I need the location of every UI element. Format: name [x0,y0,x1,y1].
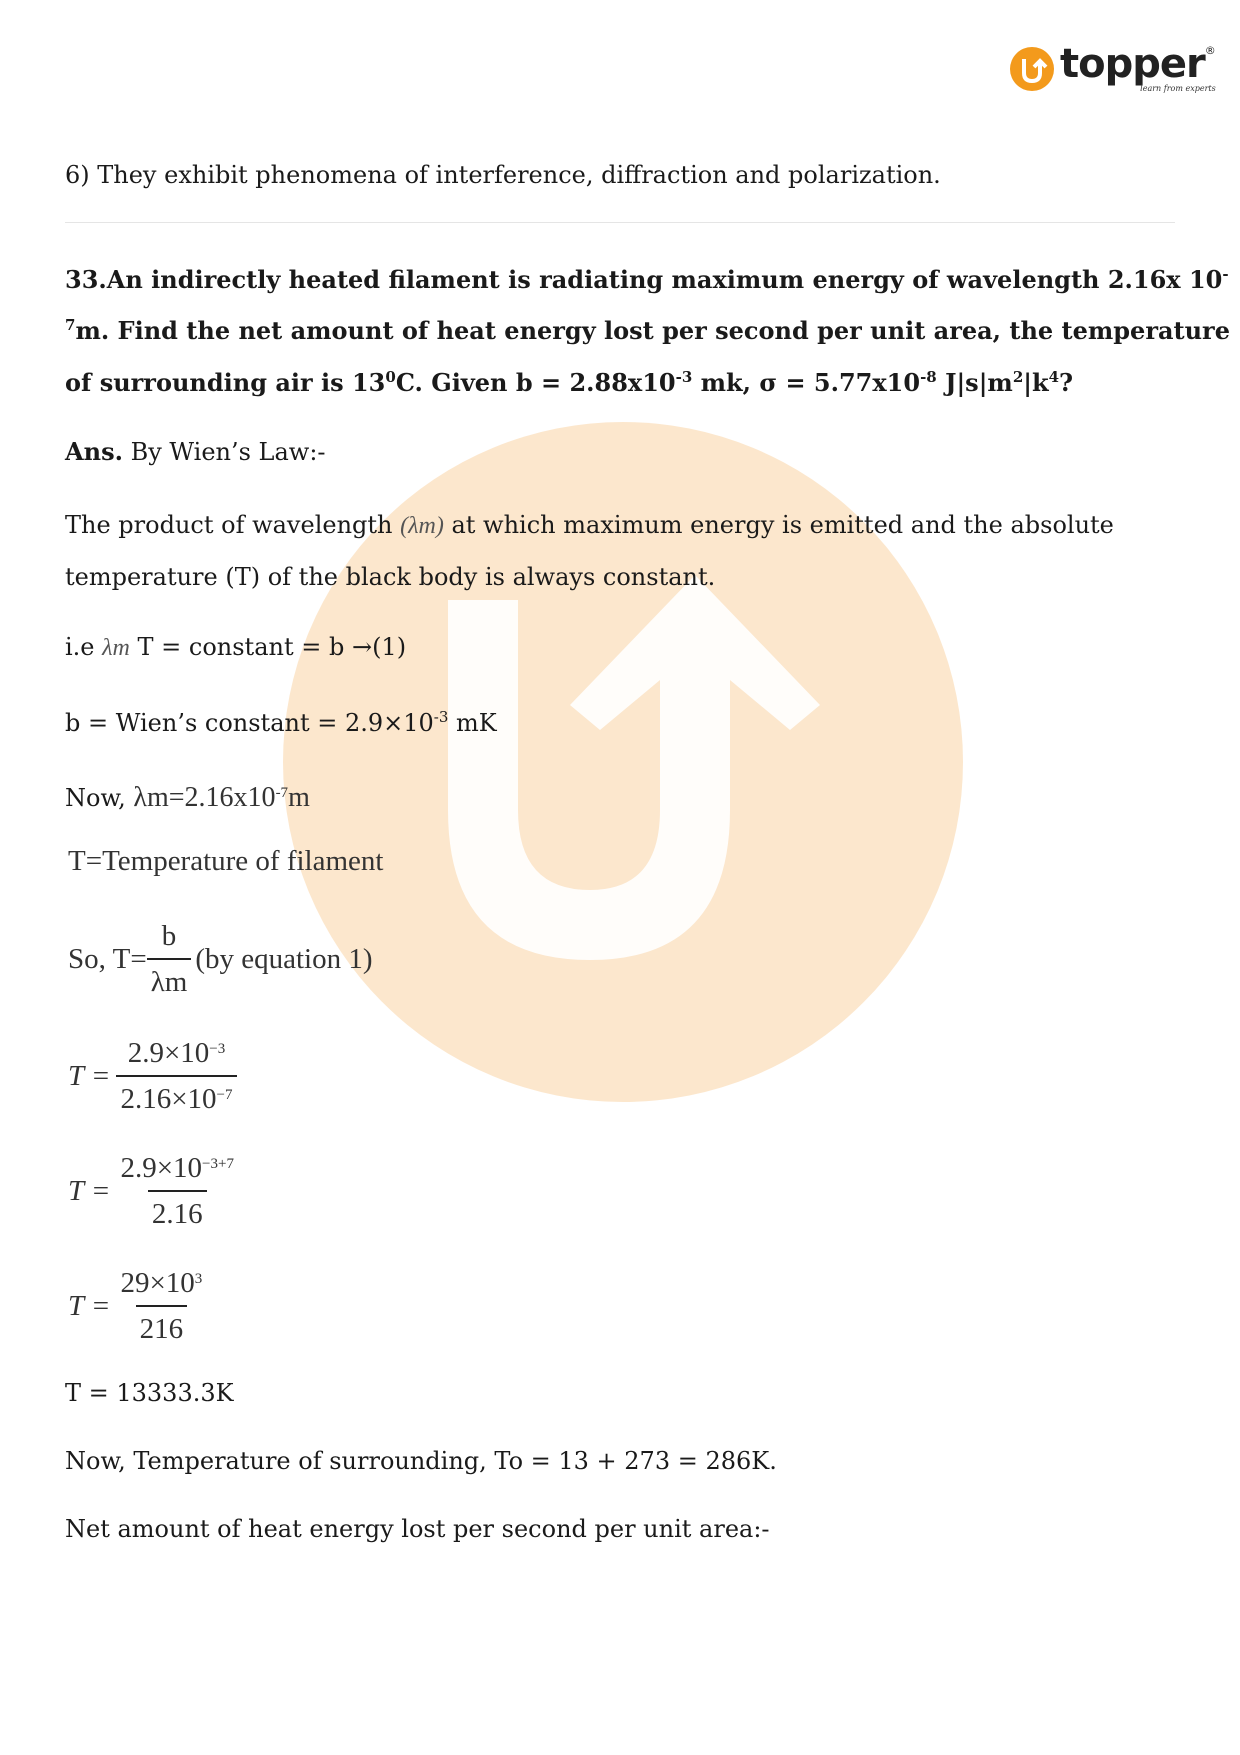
net-heat-heading: Net amount of heat energy lost per second per unit area:- [65,1515,770,1543]
logo-tagline: learn from experts [1140,84,1216,93]
answer-heading: Ans. By Wien’s Law:- [65,437,326,466]
brand-logo [1010,41,1216,93]
watermark-up-arrow-icon [440,560,820,980]
divider [65,222,1175,223]
t-definition: T=Temperature of filament [68,845,384,877]
equation-step-3: T = $\frac{29\times 10^3}{216}$ [68,1265,206,1348]
question-line-2: $^7$m. Find the net amount of heat energy lost per second per unit area, the temperature [65,316,1230,345]
equation-step-1: T = $\frac{2.9\times 10^{-3}}{2.16\times 10^{-7}}$ [68,1035,237,1118]
registered-mark: ® [1204,44,1216,57]
logo-wordmark: topper [1060,41,1205,87]
intro-line: 6) They exhibit phenomena of interference, diffraction and polarization. [65,161,941,189]
answer-para-line-1: The product of wavelength (λm) at which maximum energy is emitted and the absolute [65,511,1114,539]
surrounding-temperature: Now, Temperature of surrounding, To = 13 + 273 = 286K. [65,1447,777,1475]
wien-relation: i.e λm T = constant = b →(1) [65,633,407,661]
logo-u-icon [1010,47,1054,91]
question-line-1: 33.An indirectly heated filament is radiating maximum energy of wavelength 2.16x 10- [65,265,1229,294]
t-formula: So, T= $\frac{b}{\lambda m}$ (by equation 1) [68,918,372,1001]
wavelength-given: Now, $\lambda m=2.16x10^{-7}m$ [65,782,310,813]
temperature-result: T = 13333.3K [65,1379,234,1407]
question-line-3: of surrounding air is $13^0C$. Given $b = 2.88x10^{-3}$ mk, $\sigma = 5.77x10^{-8}$ $J|s|m^2|k^4$? [65,368,1074,397]
wien-constant: b = Wien’s constant = $2.9\times 10^{-3}$ mK [65,708,497,737]
equation-step-2: T = $\frac{2.9\times 10^{-3+7}}{2.16}$ [68,1150,238,1233]
answer-para-line-2: temperature (T) of the black body is always constant. [65,563,716,591]
